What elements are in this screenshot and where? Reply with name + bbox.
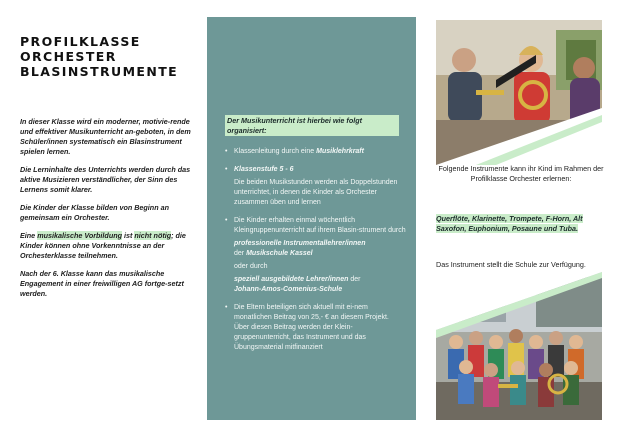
list-item: • Die Kinder erhalten einmal wöchentlich Kleingruppenunterricht auf ihrem Blasin-strument durch professionelle Instrumentallehrer/innen der Musikschule Kassel oder durch speziell ausgebildete Lehrer/innen der Johann-Amos-Comenius-Schule <box>225 216 407 295</box>
intro-paragraph-3: Die Kinder der Klasse bilden von Beginn an gemeinsam ein Orchester. <box>20 203 169 222</box>
middle-panel <box>207 17 416 420</box>
list-item: • Klassenleitung durch eine Musiklehrkraft <box>225 147 407 157</box>
title-line-2: ORCHESTER <box>20 49 117 64</box>
intro-paragraph-4: Eine musikalische Vorbildung ist nicht nötig; die Kinder können ohne Vorkenntnisse an der Orchesterklasse teilnehmen. <box>20 231 186 260</box>
left-panel <box>0 0 208 431</box>
highlight-vorbildung: musikalische Vorbildung <box>37 231 122 240</box>
list-item: • Klassenstufe 5 - 6 Die beiden Musikstunden werden als Doppelstunden unterrichtet, in denen die Kinder als Orchester zusammen üben und lernen <box>225 165 407 208</box>
students-playing-photo <box>436 20 602 165</box>
page-title <box>20 34 200 79</box>
highlight-nicht-noetig: nicht nötig <box>134 231 172 240</box>
intro-paragraph-2: Die Lerninhalte des Unterrichts werden durch das aktive Musizieren verständlicher, der Sinn des Lernens somit klarer. <box>20 165 191 194</box>
organization-section <box>225 115 407 361</box>
instruments-intro: Folgende Instrumente kann ihr Kind im Rahmen der Profilklasse Orchester erlernen: <box>438 164 604 183</box>
title-line-3: BLASINSTRUMENTE <box>20 64 179 79</box>
organization-list <box>225 147 407 353</box>
intro-paragraph-1: In dieser Klasse wird ein moderner, motivie-rende und effektiver Musikunterricht an-geboten, in dem Schüler/innen systematisch ein Blasinstrument spielen lernen. <box>20 117 191 156</box>
instruments-list: Querflöte, Klarinette, Trompete, F-Horn, Alt Saxofon, Euphonium, Posaune und Tuba. <box>436 214 583 233</box>
photo2-accent-triangle <box>436 272 602 420</box>
intro-text <box>20 117 202 307</box>
intro-paragraph-5: Nach der 6. Klasse kann das musikalische Engagement in einer freiwilligen AG fortge-setzt werden. <box>20 269 184 298</box>
organization-heading: Der Musikunterricht ist hierbei wie folgt organisiert: <box>225 115 399 136</box>
instrument-note: Das Instrument stellt die Schule zur Verfügung. <box>436 260 586 269</box>
list-item: • Die Eltern beteiligen sich aktuell mit ei-nem monatlichen Beitrag von 25,- € an diesem Projekt. Über diesen Beitrag werden der Klein-gruppenunterricht, das Instrument und das Übungsmaterial mitfinanziert <box>225 303 407 353</box>
photo1-accent-triangle <box>436 20 602 165</box>
group-photo <box>436 272 602 420</box>
title-line-1: PROFILKLASSE <box>20 34 141 49</box>
